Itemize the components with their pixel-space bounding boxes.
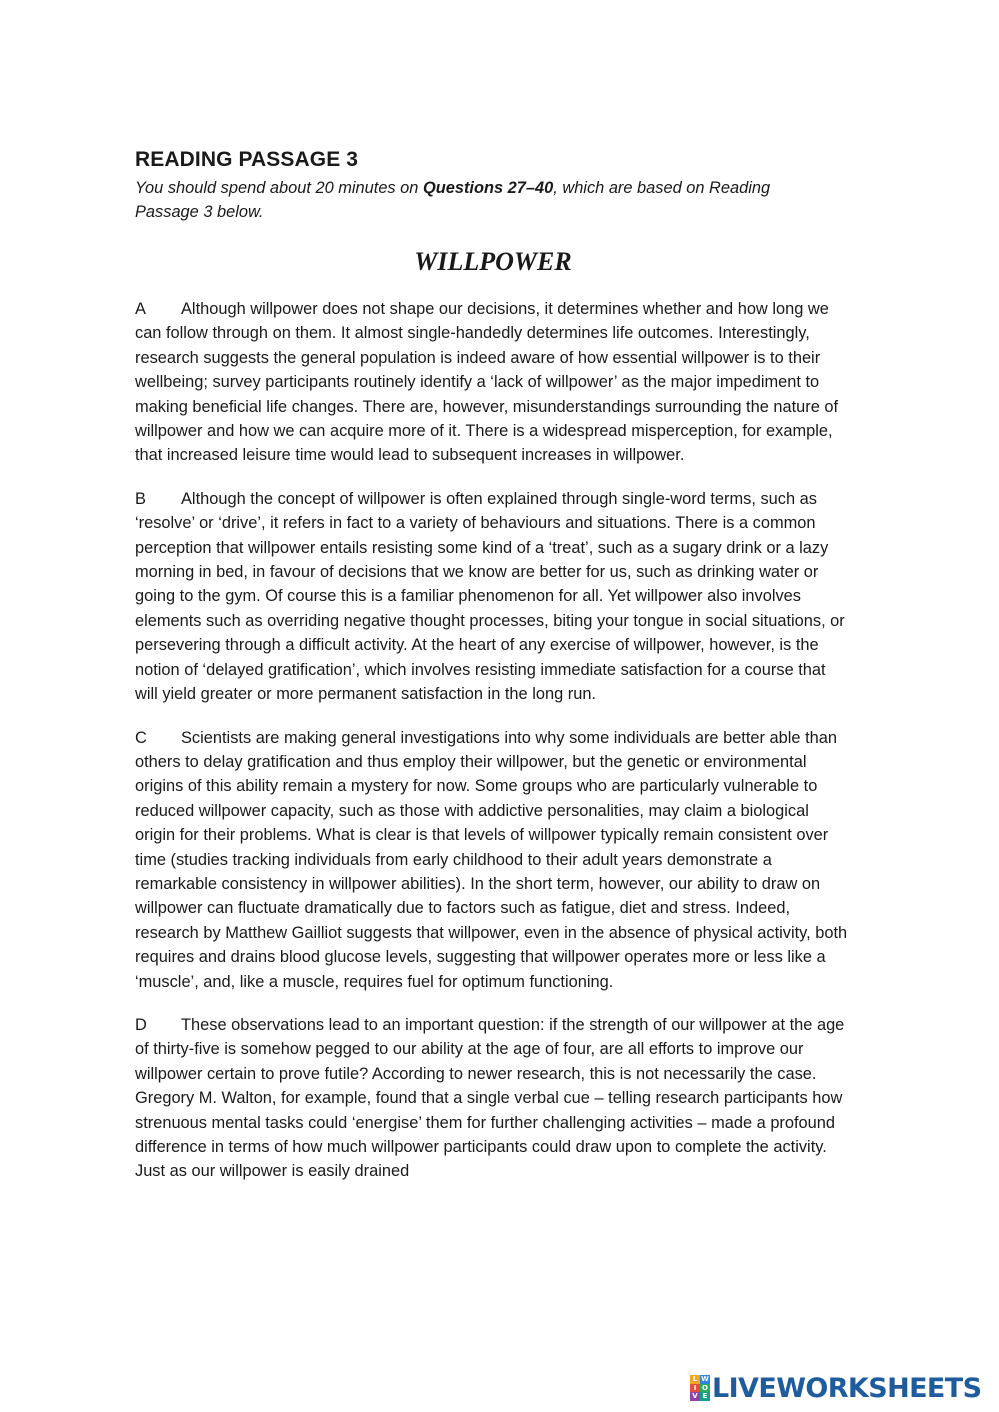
logo-tile-l: L: [690, 1375, 700, 1384]
paragraph-text: Although willpower does not shape our decisions, it determines whether and how long we can follow through on them. It almost single-handedly determines life outcomes. Interestingly, research suggests the general population is indeed aware of how essential willpower is to their wellbeing; survey participants routinely identify a ‘lack of willpower’ as the major impediment to making beneficial life changes. There are, however, misunderstandings surrounding the nature of willpower and how we can acquire more of it. There is a widespread misperception, for example, that increased leisure time would lead to subsequent increases in willpower.: [135, 300, 839, 465]
paragraph-letter: D: [135, 1015, 147, 1034]
liveworksheets-logo-icon: [690, 1375, 710, 1401]
instructions-pre: You should spend about 20 minutes on: [135, 179, 423, 197]
paragraph-b: [135, 487, 851, 707]
paragraph-letter: A: [135, 300, 146, 318]
paragraph-letter: B: [135, 489, 146, 508]
paragraph-text: Scientists are making general investigations into why some individuals are better able than others to delay gratification and thus employ their willpower, but the genetic or environmental origins of this ability remain a mystery for now. Some groups who are particularly vulnerable to reduced willpower capacity, such as those with addictive personalities, may claim a biological origin for their problems. What is clear is that levels of willpower typically remain consistent over time (studies tracking individuals from early childhood to their adult years demonstrate a remarkable consistency in willpower abilities). In the short term, however, our ability to draw on willpower can fluctuate dramatically due to factors such as fatigue, diet and stress. Indeed, research by Matthew Gailliot suggests that willpower, even in the absence of physical activity, both requires and drains blood glucose levels, suggesting that willpower operates more or less like a ‘muscle’, and, like a muscle, requires fuel for optimum functioning.: [135, 728, 848, 991]
paragraph-letter: C: [135, 728, 147, 747]
paragraph-d: [135, 1013, 851, 1184]
section-heading: READING PASSAGE 3: [135, 148, 359, 171]
logo-tile-e: E: [700, 1392, 710, 1401]
paragraph-text: These observations lead to an important question: if the strength of our willpower at the age of thirty-five is somehow pegged to our ability at the age of four, are all efforts to improve our willpower certain to prove futile? According to newer research, this is not necessarily the case. Gregory M. Walton, for example, found that a single verbal cue – telling research participants how strenuous mental tasks could ‘energise’ them for further challenging activities – made a profound difference in terms of how much willpower participants could draw upon to complete the activity. Just as our willpower is easily drained: [135, 1015, 845, 1181]
instructions-post: , which are based on Reading Passage 3 below.: [135, 179, 771, 221]
liveworksheets-logo[interactable]: [690, 1372, 981, 1404]
paragraph-c: [135, 726, 851, 994]
liveworksheets-logo-text: LIVEWORKSHEETS: [712, 1372, 982, 1404]
passage-title: WILLPOWER: [414, 247, 572, 276]
instructions-questions: Questions 27–40: [422, 179, 554, 197]
instructions: [135, 176, 835, 224]
paragraph-a: [135, 297, 851, 468]
logo-tile-w: W: [701, 1375, 709, 1383]
logo-tile-v: V: [690, 1392, 700, 1401]
logo-tile-i: I: [690, 1384, 700, 1393]
document-page: [135, 146, 851, 1184]
logo-tile-o: O: [700, 1384, 710, 1393]
paragraph-text: Although the concept of willpower is often explained through single-word terms, such as ‘resolve’ or ‘drive’, it refers in fact to a variety of behaviours and situations. There is a common perception that willpower entails resisting some kind of a ‘treat’, such as a sugary drink or a lazy morning in bed, in favour of decisions that we know are better for us, such as drinking water or going to the gym. Of course this is a familiar phenomenon for all. Yet willpower also involves elements such as overriding negative thought processes, biting your tongue in social situations, or persevering through a difficult activity. At the heart of any exercise of willpower, however, is the notion of ‘delayed gratification’, which involves resisting immediate satisfaction for a course that will yield greater or more permanent satisfaction in the long run.: [135, 489, 845, 704]
